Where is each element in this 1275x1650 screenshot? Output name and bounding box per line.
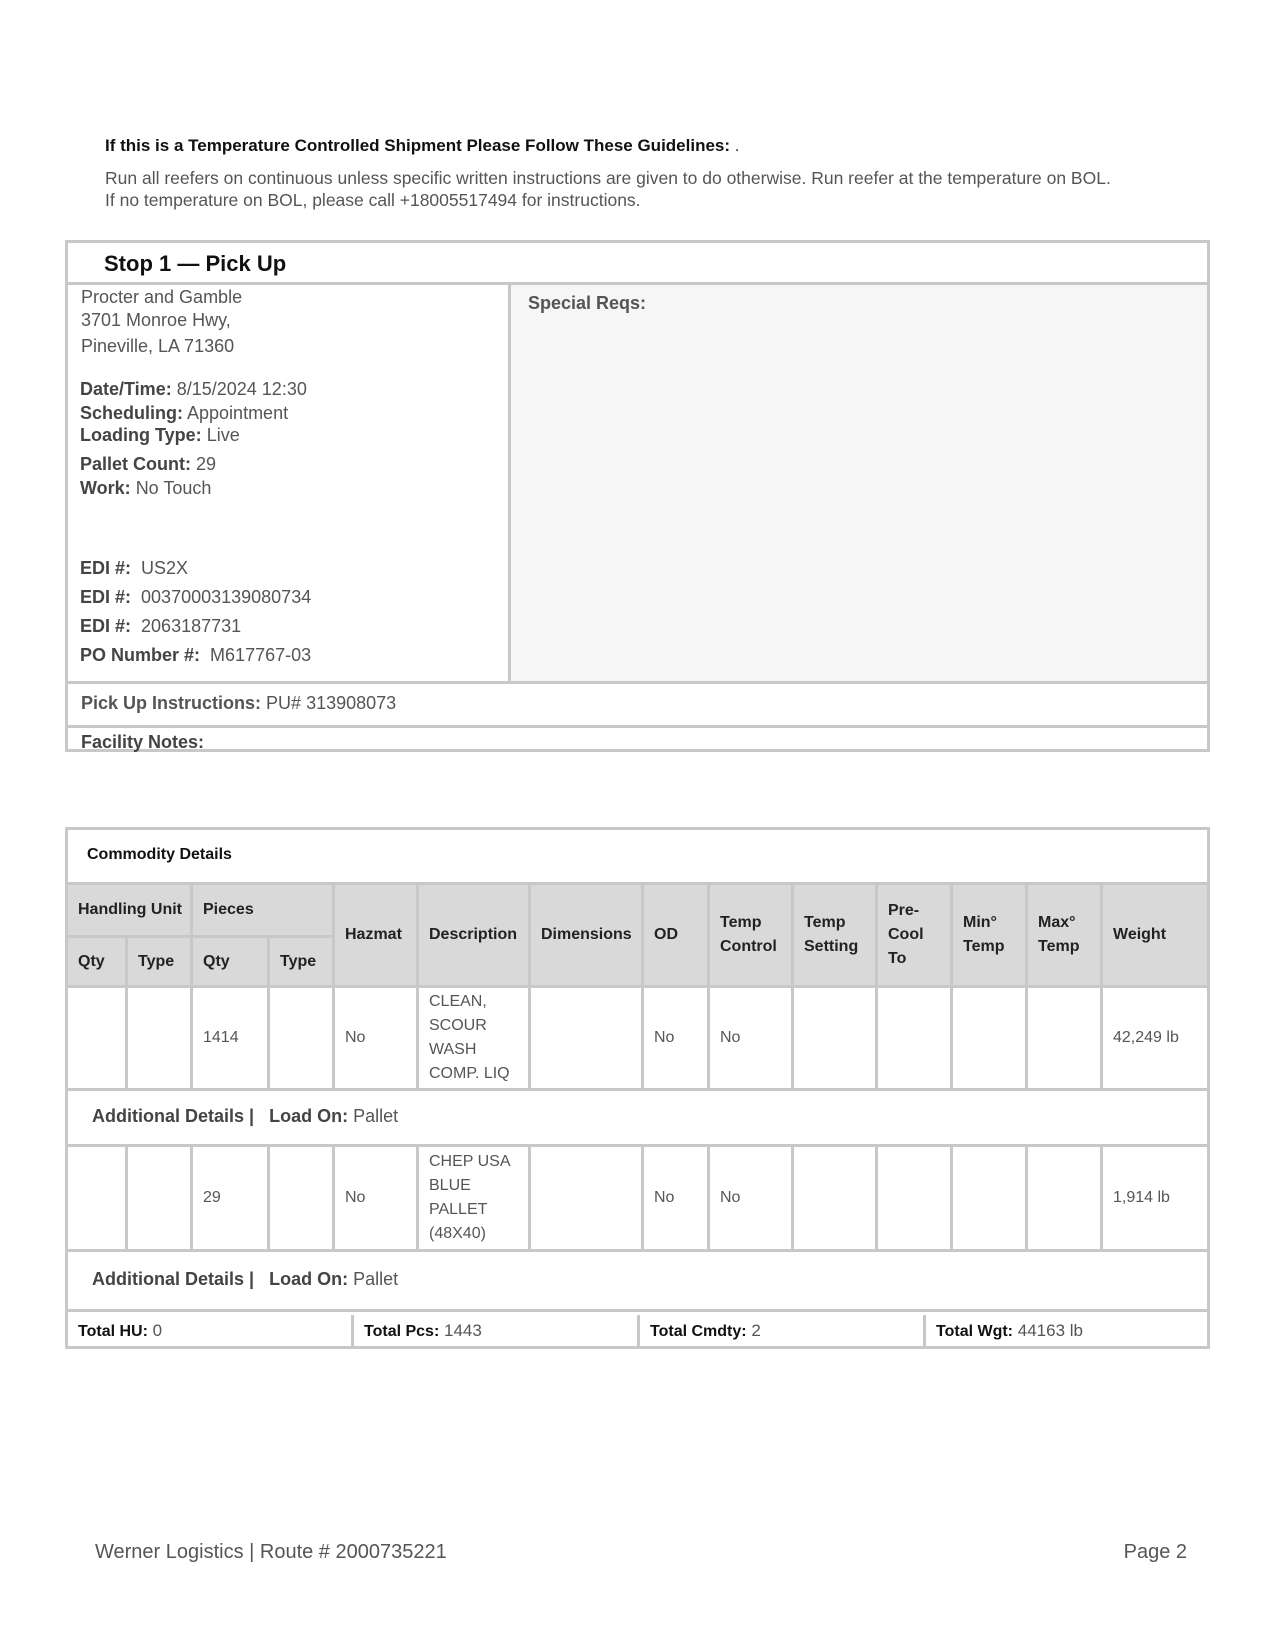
row-od: No (644, 1147, 710, 1252)
header-hazmat: Hazmat (335, 885, 419, 988)
additional-details-label: Additional Details | (92, 1106, 255, 1126)
header-pieces-qty: Qty (193, 938, 270, 988)
commodity-title: Commodity Details (87, 846, 232, 863)
row-pieces-type (270, 1147, 335, 1252)
total-cmdty-value: 2 (751, 1321, 761, 1340)
header-temp-control-line-1: Temp (720, 914, 762, 931)
header-min-temp (953, 885, 1028, 988)
temperature-guidelines (105, 136, 1185, 211)
po-number-value: M617767-03 (210, 645, 312, 665)
pickup-instructions (81, 693, 396, 714)
description-line: BLUE (429, 1177, 471, 1194)
row-precool (878, 1147, 953, 1252)
work (80, 478, 211, 499)
loading-type (80, 425, 240, 446)
temperature-line-1: Run all reefers on continuous unless specific written instructions are given to do otherwise. Run reefer at the temperature on BOL. (105, 168, 1111, 188)
header-hu-type: Type (128, 938, 193, 988)
row-temp-control: No (710, 1147, 794, 1252)
total-hu-value: 0 (152, 1321, 163, 1340)
edi-label: EDI #: (80, 558, 132, 578)
description-line: PALLET (429, 1201, 488, 1218)
load-on-label: Load On: (269, 1106, 349, 1126)
header-min-temp-line-1: Min° (963, 914, 997, 931)
scheduling (80, 403, 288, 424)
loading-type-value: Live (206, 425, 240, 445)
header-max-temp-line-2: Temp (1038, 938, 1080, 955)
header-temp-control (710, 885, 794, 988)
header-handling-unit: Handling Unit (68, 885, 193, 938)
commodity-details (65, 827, 1210, 1349)
row-hu-type (128, 988, 193, 1091)
temperature-heading (105, 136, 1185, 156)
facility-notes-label: Facility Notes: (81, 732, 205, 752)
address-line-2: Pineville, LA 71360 (81, 336, 235, 356)
additional-details-row (68, 1252, 1207, 1312)
total-pcs-label: Total Pcs: (364, 1323, 440, 1340)
footer-route: Werner Logistics | Route # 2000735221 (95, 1541, 447, 1563)
loading-type-label: Loading Type: (80, 425, 202, 445)
row-weight: 42,249 lb (1103, 988, 1207, 1091)
row-pieces-qty: 1414 (193, 988, 270, 1091)
page-number: Page 2 (1123, 1541, 1187, 1563)
row-hu-type (128, 1147, 193, 1252)
date-time-value: 8/15/2024 12:30 (176, 379, 307, 399)
stop-title: Stop 1 — Pick Up (104, 251, 287, 276)
total-wgt-value: 44163 lb (1017, 1321, 1083, 1340)
row-min-temp (953, 1147, 1028, 1252)
edi-value: US2X (141, 558, 189, 578)
row-hazmat: No (335, 988, 419, 1091)
row-pieces-type (270, 988, 335, 1091)
stop-header (68, 243, 1207, 285)
header-weight: Weight (1103, 885, 1207, 988)
row-max-temp (1028, 1147, 1103, 1252)
header-temp-control-line-2: Control (720, 938, 777, 955)
description-line: COMP. LIQ (429, 1065, 510, 1082)
stop-details (68, 285, 511, 681)
description-line: (48X40) (429, 1225, 486, 1242)
temperature-heading-suffix: . (734, 136, 740, 155)
row-pieces-qty: 29 (193, 1147, 270, 1252)
description-line: WASH (429, 1041, 477, 1058)
row-hu-qty (68, 1147, 128, 1252)
row-temp-control: No (710, 988, 794, 1091)
edi-value: 2063187731 (141, 616, 242, 636)
pallet-count (80, 454, 216, 475)
row-dimensions (531, 988, 644, 1091)
header-temp-setting (794, 885, 878, 988)
work-label: Work: (80, 478, 131, 498)
description-line: SCOUR (429, 1017, 487, 1034)
edi-2 (80, 587, 311, 608)
row-weight: 1,914 lb (1103, 1147, 1207, 1252)
additional-details-row (68, 1091, 1207, 1147)
header-precool-line-1: Pre- (888, 902, 920, 919)
header-max-temp-line-1: Max° (1038, 914, 1076, 931)
pickup-instructions-row (68, 681, 1207, 728)
total-cmdty (640, 1315, 926, 1349)
header-temp-setting-line-1: Temp (804, 914, 846, 931)
load-on-value: Pallet (353, 1106, 399, 1126)
row-hu-qty (68, 988, 128, 1091)
total-wgt (926, 1315, 1207, 1349)
address-line-1: 3701 Monroe Hwy, (81, 310, 231, 330)
header-hu-qty: Qty (68, 938, 128, 988)
header-pieces: Pieces (193, 885, 335, 938)
scheduling-value: Appointment (187, 403, 289, 423)
edi-label: EDI #: (80, 587, 132, 607)
row-temp-setting (794, 1147, 878, 1252)
header-precool-line-2: Cool (888, 926, 924, 943)
additional-details-label: Additional Details | (92, 1269, 255, 1289)
temperature-instructions (105, 167, 1185, 211)
row-od: No (644, 988, 710, 1091)
edi-1 (80, 558, 188, 579)
row-dimensions (531, 1147, 644, 1252)
stop-box (65, 240, 1210, 752)
header-pieces-type: Type (270, 938, 335, 988)
scheduling-label: Scheduling: (80, 403, 183, 423)
edi-label: EDI #: (80, 616, 132, 636)
date-time (80, 379, 307, 400)
header-description: Description (419, 885, 531, 988)
header-min-temp-line-2: Temp (963, 938, 1005, 955)
po-number (80, 645, 311, 666)
temperature-line-2: If no temperature on BOL, please call +18005517494 for instructions. (105, 190, 641, 210)
row-description (419, 988, 531, 1091)
header-precool (878, 885, 953, 988)
work-value: No Touch (135, 478, 212, 498)
header-dimensions: Dimensions (531, 885, 644, 988)
load-on-label: Load On: (269, 1269, 349, 1289)
total-pcs (354, 1315, 640, 1349)
header-od: OD (644, 885, 710, 988)
description-line: CLEAN, (429, 993, 487, 1010)
pallet-count-value: 29 (196, 454, 217, 474)
additional-details (92, 1106, 398, 1127)
edi-3 (80, 616, 241, 637)
date-time-label: Date/Time: (80, 379, 172, 399)
additional-details (92, 1269, 398, 1290)
total-wgt-label: Total Wgt: (936, 1323, 1014, 1340)
header-precool-line-3: To (888, 950, 907, 967)
company-name: Procter and Gamble (81, 287, 243, 307)
total-pcs-value: 1443 (444, 1321, 482, 1340)
row-max-temp (1028, 988, 1103, 1091)
header-max-temp (1028, 885, 1103, 988)
special-reqs-panel (511, 285, 1207, 681)
edi-value: 00370003139080734 (141, 587, 312, 607)
description-line: CHEP USA (429, 1153, 511, 1170)
header-temp-setting-line-2: Setting (804, 938, 859, 955)
total-cmdty-label: Total Cmdty: (650, 1323, 747, 1340)
pickup-instructions-value: PU# 313908073 (266, 693, 397, 713)
row-precool (878, 988, 953, 1091)
po-number-label: PO Number #: (80, 645, 201, 665)
special-reqs-label: Special Reqs: (528, 293, 647, 313)
row-min-temp (953, 988, 1028, 1091)
pallet-count-label: Pallet Count: (80, 454, 191, 474)
total-hu (68, 1315, 354, 1349)
row-description (419, 1147, 531, 1252)
pickup-instructions-label: Pick Up Instructions: (81, 693, 262, 713)
temperature-heading-text: If this is a Temperature Controlled Shipment Please Follow These Guidelines: (105, 136, 731, 155)
load-on-value: Pallet (353, 1269, 399, 1289)
total-hu-label: Total HU: (78, 1323, 148, 1340)
row-hazmat: No (335, 1147, 419, 1252)
row-temp-setting (794, 988, 878, 1091)
